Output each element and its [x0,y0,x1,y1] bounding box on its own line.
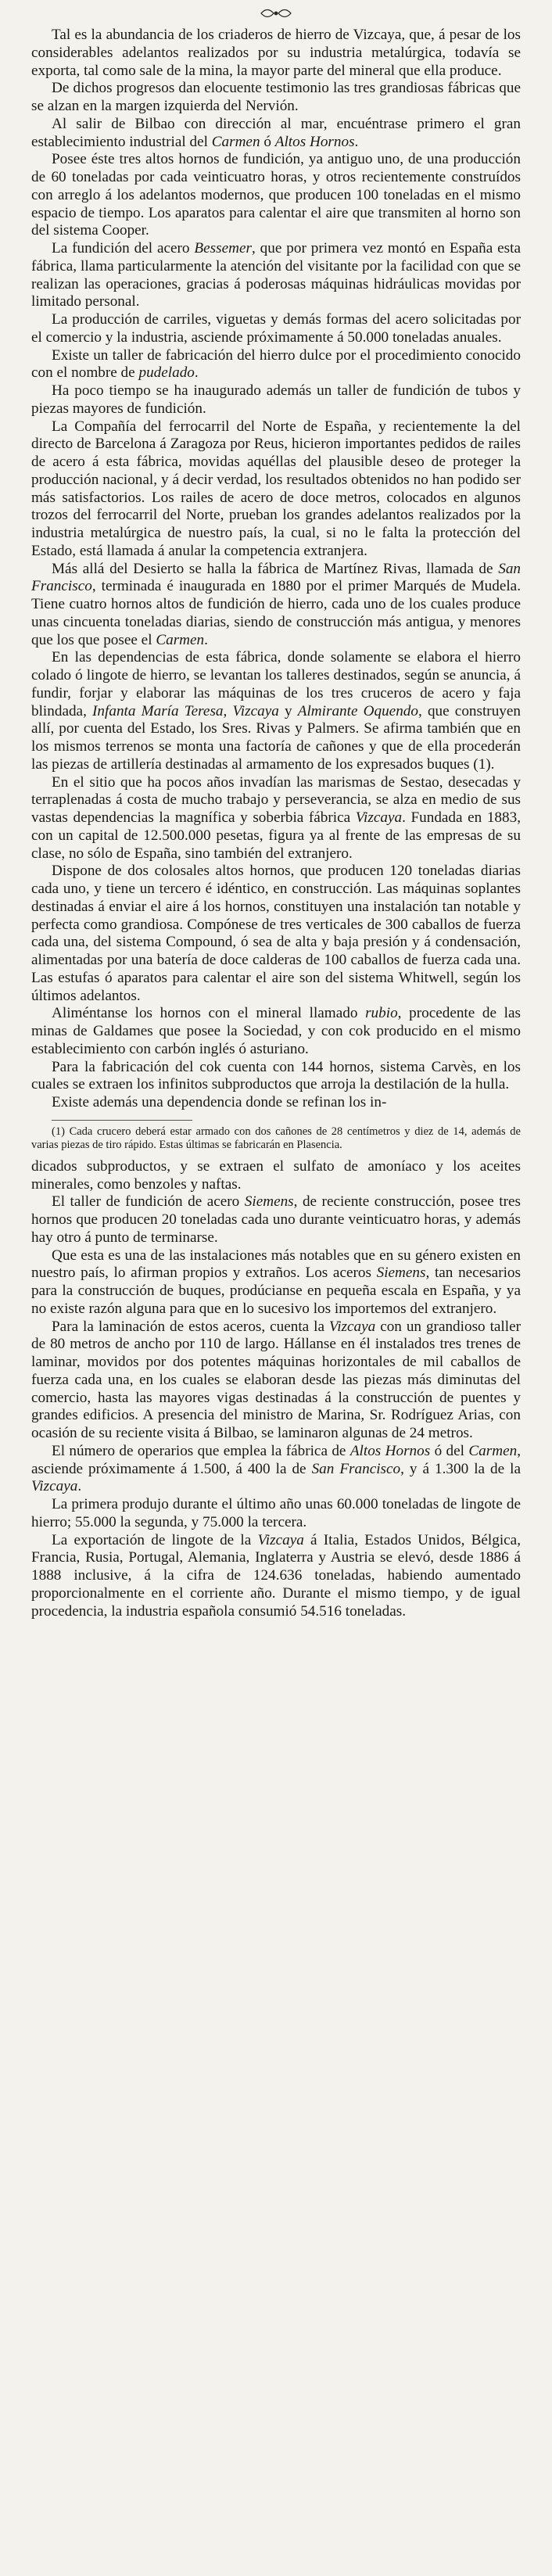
text-run: La exportación de lingote de la [52,1531,258,1548]
text-run: y [278,702,298,719]
paragraph: Para la fabricación del cok cuenta con 144 hornos, sistema Carvès, en los cuales se extraen los infinitos subproductos que arroja la destilación de la hulla. [31,1058,521,1093]
paragraph [31,649,521,773]
italic-term: Altos Hornos [274,133,355,150]
italic-term: Siemens [376,1265,426,1282]
text-run: , de reciente construcción, posee tres hornos que producen 20 toneladas cada uno durante veinticuatro horas, y además hay otro á punto de terminarse. [31,1193,521,1246]
paragraph: Tal es la abundancia de los criaderos de hierro de Vizcaya, que, á pesar de los considerables adelantos realizados por su industria metalúrgica, todavía se exporta, tal como sale de la mina, la mayor parte del mineral que ella produce. [31,27,521,79]
text-run: á Italia, Estados Unidos, Bélgica, Francia, Rusia, Portugal, Alemania, Inglaterra y Austria se elevó, desde 1886 á 1888 inclusive, á la cifra de 124.636 toneladas, habiendo aumentado proporcionalmente en el corriente año. Durante el mismo tiempo, y de igual procedencia, la industria española consumió 54.516 toneladas. [31,1531,521,1620]
italic-term: Almirante Oquendo [297,702,418,719]
text-run: , y á 1.300 la de la [400,1460,521,1477]
paragraph [31,1005,521,1058]
italic-term: Infanta María Teresa [92,702,224,719]
text-run: ó del [430,1442,469,1459]
text-run: Al salir de Bilbao con dirección al mar, encuéntrase primero el gran establecimiento industrial del [31,115,521,150]
paragraph: Posee éste tres altos hornos de fundición, ya antiguo uno, de una producción de 60 toneladas por cada veinticuatro horas, y otros recientemente construídos con arreglo á los adelantos modernos, que producen 100 toneladas en el mismo espacio de tiempo. Los aparatos para calentar el aire que transmiten al horno son del sistema Cooper. [31,151,521,239]
text-run: En el sitio que ha pocos años invadían las marismas de Sestao, desecadas y terraplenadas á costa de mucho trabajo y perseverancia, se alza en medio de sus vastas dependencias la magnífica y soberbia fábrica [31,773,521,826]
article-body-continued [31,1158,521,1621]
text-run: , que construyen allí, por cuenta del Estado, los Sres. Rivas y Palmers. Se afirma también que en los mismos terrenos se monta una factoría de cañones y que de ella procederán las piezas de artillería destinadas al armamento de los expresados buques (1). [31,702,521,773]
text-run: Más allá del Desierto se halla la fábrica de Martínez Rivas, llamada de [52,560,499,577]
paragraph: La primera produjo durante el último año unas 60.000 toneladas de lingote de hierro; 55.000 la segunda, y 75.000 la tercera. [31,1496,521,1530]
text-run: Existe un taller de fabricación del hierro dulce por el procedimiento conocido con el nombre de [31,346,521,382]
paragraph [31,240,521,311]
paragraph: Existe además una dependencia donde se refinan los in- [52,1094,387,1110]
paragraph [31,116,521,152]
text-run: , procedente de las minas de Galdames que posee la Sociedad, y con cok producido en el mismo establecimiento con carbón inglés ó asturiano. [31,1005,521,1057]
text-run: El taller de fundición de acero [52,1193,245,1211]
paragraph: dicados subproductos, y se extraen el sulfato de amoníaco y los aceites minerales, como benzoles y naftas. [31,1157,521,1193]
paragraph [31,347,521,383]
italic-term: San Francisco [31,560,521,595]
text-run: En las dependencias de esta fábrica, donde solamente se elabora el hierro colado ó lingote de hierro, se levantan los talleres destinados, según se anuncia, á fundir, forjar y elaborar las máquinas de los tres cruceros de acero y faja blindada, [31,649,521,719]
paragraph [31,1318,521,1443]
paragraph: Ha poco tiempo se ha inaugurado además un taller de fundición de tubos y piezas mayores de fundición. [31,382,521,417]
paragraph: Dispone de dos colosales altos hornos, que producen 120 toneladas diarias cada uno, y tiene un tercero é idéntico, en construcción. Las máquinas soplantes destinadas á enviar el aire á los hornos, constituyen una instalación tan notable y perfecta como grandiosa. Compónese de tres verticales de 300 caballos de fuerza cada una, del sistema Compound, ó sea de alta y baja presión y á condensación, alimentadas por una batería de doce calderas de 100 caballos de fuerza cada una. Las estufas ó aparatos para calentar el aire son del sistema Whitwell, según los últimos adelantos. [31,863,521,1004]
paragraph [31,1247,521,1318]
text-run: Que esta es una de las instalaciones más notables que en su género existen en nuestro país, lo afirman propios y extraños. Los aceros [31,1247,521,1282]
text-run: , tan necesarios para la construcción de buques, prodúcianse en pequeña escala en España, y ya no existe razón alguna para que en lo sucesivo los importemos del extranjero. [31,1265,521,1317]
text-run: Para la laminación de estos aceros, cuenta la [52,1318,329,1335]
italic-term: Carmen [211,133,260,150]
text-run: , [223,702,233,719]
paragraph [31,1443,521,1496]
text-run: . [77,1478,82,1495]
footnote-separator [52,1120,192,1121]
italic-term: Vizcaya [232,702,279,719]
italic-term: Altos Hornos [349,1442,431,1459]
paragraph: La producción de carriles, viguetas y demás formas del acero solicitadas por el comercio y la industria, asciende próximamente á 50.000 toneladas anuales. [31,311,521,346]
italic-term: San Francisco [311,1460,401,1477]
ornament-icon [258,5,294,22]
paragraph [31,561,521,650]
italic-term: Siemens [244,1193,294,1211]
italic-term: Carmen [156,631,205,648]
text-run: Aliméntanse los hornos con el mineral llamado [52,1005,366,1022]
text-run: , que por primera vez montó en España esta fábrica, llama particularmente la atención del visitante por la facilidad con que se realizan las operaciones, gracias á poderosas máquinas hidráulicas movidas por limitado personal. [31,240,521,310]
italic-term: Vizcaya [328,1318,376,1335]
paragraph [31,774,521,863]
article-body [31,27,521,1112]
text-run: . [194,364,199,382]
italic-term: Vizcaya [31,1478,78,1495]
italic-term: Vizcaya [257,1531,304,1548]
italic-term: pudelado [138,364,195,382]
text-run: , terminada é inaugurada en 1880 por el primer Marqués de Mudela. Tiene cuatro hornos altos de fundición de hierro, cada uno de los cuales produce unas cincuenta toneladas diarias, siendo de construcción más antigua, y menores que los que posee el [31,578,521,648]
paragraph [31,1193,521,1247]
paragraph: La Compañía del ferrocarril del Norte de España, y recientemente la del directo de Barcelona á Zaragoza por Reus, hicieron importantes pedidos de railes de acero á esta fábrica, movidas aquéllas del plausible deseo de proteger la producción nacional, y á decir verdad, los resultados obtenidos no han podido ser más satisfactorios. Los railes de acero de doce metros, colocados en algunos trozos del ferrocarril del Norte, prueban los grandes adelantos realizados por la industria metalúrgica de nuestro país, la cual, si no le falta la protección del Estado, está llamada á anular la competencia extranjera. [31,418,521,559]
text-run: con un grandioso taller de 80 metros de ancho por 110 de largo. Hállanse en él instalados tres trenes de laminar, movidos por dos potentes máquinas horizontales de mil caballos de fuerza cada una, en los cuales se elaboran desde las piezas más diminutas del comercio, hasta las mayores vigas destinadas á la construcción de puentes y grandes edificios. A presencia del ministro de Marina, Sr. Rodríguez Arias, con ocasión de su reciente visita á Bilbao, se laminaron algunas de 24 metros. [31,1318,521,1441]
text-run: . Fundada en 1883, con un capital de 12.500.000 pesetas, figura ya al frente de las empresas de su clase, no sólo de España, sino también del extranjero. [31,809,521,862]
text-run: La fundición del acero [52,240,195,257]
text-run: . [354,133,359,150]
italic-term: Carmen [468,1442,518,1459]
text-run: , asciende próximamente á 1.500, á 400 la de [31,1442,521,1477]
footnote: (1) Cada crucero deberá estar armado con dos cañones de 28 centímetros y diez de 14, además de varias piezas de tiro rápido. Estas últimas se fabricarán en Plasencia. [31,1125,521,1151]
italic-term: Vizcaya [355,809,403,826]
text-run: . [204,631,208,648]
italic-term: rubio [365,1005,398,1022]
italic-term: Bessemer [194,240,252,257]
text-run: ó [260,133,275,150]
paragraph [31,1532,521,1621]
paragraph: De dichos progresos dan elocuente testimonio las tres grandiosas fábricas que se alzan en la margen izquierda del Nervión. [31,80,521,114]
text-run: El número de operarios que emplea la fábrica de [52,1442,350,1459]
